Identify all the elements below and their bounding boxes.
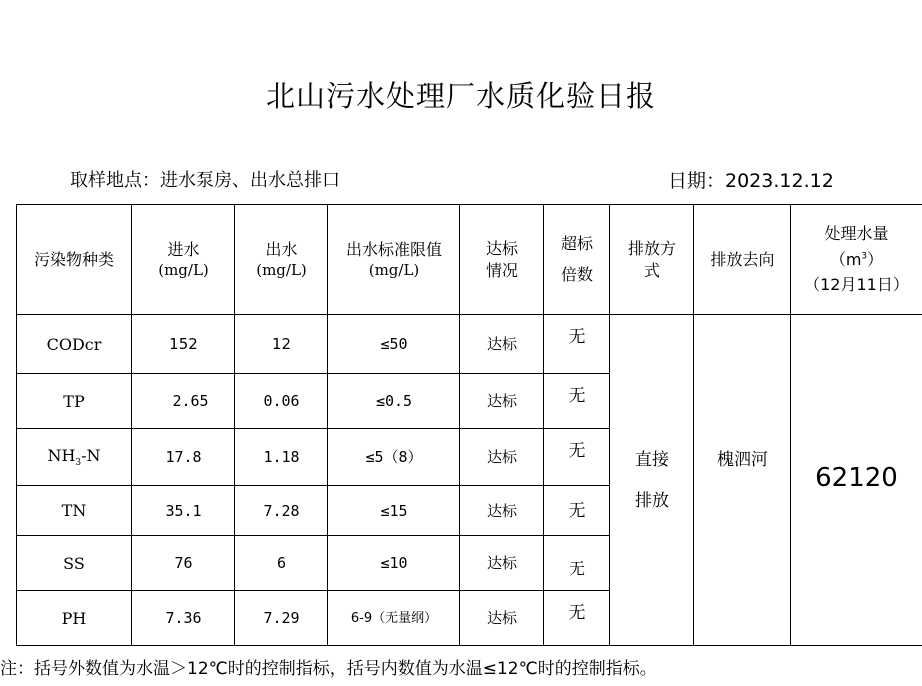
row-4-pollutant [16, 486, 132, 536]
header-pollutant [16, 204, 132, 315]
row-5-exceed-value: 无 [568, 558, 585, 578]
row-6-inflow-value: 7.36 [165, 609, 202, 628]
row-3-pollutant [16, 429, 132, 486]
row-5-outflow-value: 6 [276, 554, 287, 573]
row-6-exceed-value: 无 [568, 602, 586, 623]
row-6-limit-value: 6-9（无量纲） [350, 610, 438, 626]
row-6-status [460, 591, 544, 646]
row-4-outflow [235, 486, 328, 536]
header-destination-label: 排放去向 [710, 249, 775, 269]
header-volume-label: 处理水量 [824, 224, 889, 244]
header-compliance [460, 204, 544, 315]
row-2-limit [328, 374, 460, 429]
header-destination [694, 204, 791, 315]
report-title: 北山污水处理厂水质化验日报 [265, 79, 656, 113]
header-limit-unit: (mg/L) [368, 261, 420, 280]
header-discharge-mode-label-2: 式 [643, 260, 660, 280]
volume-unit-pre: （m [829, 249, 862, 269]
row-3-name-sub: 3 [75, 458, 82, 469]
row-4-status-value: 达标 [486, 501, 517, 520]
row-4-name: TN [61, 501, 87, 521]
row-6-pollutant [16, 591, 132, 646]
row-5-limit [328, 536, 460, 591]
row-1-inflow-value: 152 [169, 335, 198, 354]
row-1-status [460, 315, 544, 374]
header-limit-label: 出水标准限值 [345, 239, 442, 259]
row-3-inflow-value: 17.8 [165, 448, 202, 467]
volume-unit-post: ） [867, 249, 884, 269]
header-exceed-label: 超标 [560, 234, 593, 254]
header-exceed-label-2: 倍数 [560, 264, 593, 284]
destination-value: 槐泗河 [717, 449, 768, 470]
row-2-exceed-value: 无 [568, 385, 586, 406]
header-outflow [235, 204, 328, 315]
row-5-exceed [544, 546, 610, 591]
row-3-status-value: 达标 [486, 448, 517, 467]
header-exceed [544, 204, 610, 315]
row-6-name: PH [61, 608, 87, 628]
row-4-limit-value: ≤15 [380, 501, 408, 520]
row-4-exceed [544, 486, 610, 536]
row-6-exceed [544, 591, 610, 635]
header-pollutant-label: 污染物种类 [33, 249, 114, 269]
report-date: 日期：2023.12.12 [668, 170, 834, 192]
row-1-pollutant [16, 315, 132, 374]
volume-value: 62120 [815, 462, 898, 493]
row-4-outflow-value: 7.28 [263, 501, 300, 520]
row-4-inflow-value: 35.1 [165, 501, 202, 520]
header-compliance-label-2: 情况 [485, 260, 518, 280]
row-3-inflow [132, 429, 235, 486]
row-2-status-value: 达标 [486, 392, 517, 411]
merged-volume [791, 315, 922, 646]
row-3-name [47, 445, 100, 469]
row-1-outflow-value: 12 [271, 335, 292, 354]
row-2-outflow-value: 0.06 [263, 392, 300, 411]
discharge-mode-line-2: 排放 [635, 490, 669, 511]
row-3-limit [328, 429, 460, 486]
row-6-outflow [235, 591, 328, 646]
merged-destination [694, 315, 791, 605]
row-5-status-value: 达标 [486, 554, 517, 573]
row-4-status [460, 486, 544, 536]
row-3-exceed-value: 无 [568, 440, 586, 461]
row-3-outflow [235, 429, 328, 486]
row-1-limit-value: ≤50 [380, 335, 408, 354]
header-inflow-label: 进水 [167, 239, 200, 259]
row-3-name-post: -N [81, 446, 101, 466]
row-2-pollutant [16, 374, 132, 429]
header-outflow-unit: (mg/L) [256, 261, 307, 280]
water-quality-table [16, 204, 922, 646]
row-1-status-value: 达标 [486, 335, 517, 354]
row-5-inflow [132, 536, 235, 591]
row-2-name: TP [63, 391, 85, 411]
row-5-status [460, 536, 544, 591]
header-discharge-mode [610, 204, 694, 315]
row-2-exceed [544, 374, 610, 418]
row-5-outflow [235, 536, 328, 591]
row-5-inflow-value: 76 [174, 554, 193, 573]
row-4-inflow [132, 486, 235, 536]
header-inflow [132, 204, 235, 315]
row-2-inflow-value: 2.65 [172, 392, 209, 411]
footnote: 注：括号外数值为水温＞12℃时的控制指标，括号内数值为水温≤12℃时的控制指标。 [0, 659, 657, 679]
header-outflow-label: 出水 [265, 239, 298, 259]
header-limit [328, 204, 460, 315]
row-6-inflow [132, 591, 235, 646]
discharge-mode-line-1: 直接 [635, 449, 669, 470]
row-1-inflow [132, 315, 235, 374]
row-5-limit-value: ≤10 [380, 554, 408, 573]
row-6-outflow-value: 7.29 [263, 609, 300, 628]
row-2-status [460, 374, 544, 429]
row-6-limit [328, 591, 460, 646]
row-5-name: SS [63, 553, 85, 573]
merged-discharge-mode [610, 315, 694, 646]
header-discharge-mode-label: 排放方 [627, 238, 676, 258]
row-1-exceed-value: 无 [568, 326, 586, 347]
header-volume-unit [830, 247, 883, 273]
volume-unit-sup: 3 [861, 251, 868, 262]
header-inflow-unit: (mg/L) [158, 261, 209, 280]
header-volume-date: （12月11日） [804, 275, 909, 295]
row-3-limit-value: ≤5（8） [365, 448, 423, 467]
row-5-pollutant [16, 536, 132, 591]
row-3-name-pre: NH [47, 446, 76, 466]
sampling-location: 取样地点：进水泵房、出水总排口 [70, 170, 340, 191]
row-2-inflow [132, 374, 235, 429]
row-1-outflow [235, 315, 328, 374]
row-1-limit [328, 315, 460, 374]
row-2-limit-value: ≤0.5 [375, 392, 413, 411]
row-1-exceed [544, 315, 610, 359]
row-4-exceed-value: 无 [568, 500, 586, 521]
row-3-outflow-value: 1.18 [263, 448, 300, 467]
row-3-exceed [544, 429, 610, 473]
header-volume [791, 204, 922, 315]
row-6-status-value: 达标 [486, 609, 517, 628]
header-compliance-label: 达标 [485, 238, 518, 258]
row-4-limit [328, 486, 460, 536]
row-2-outflow [235, 374, 328, 429]
row-3-status [460, 429, 544, 486]
row-1-name: CODcr [46, 334, 102, 354]
